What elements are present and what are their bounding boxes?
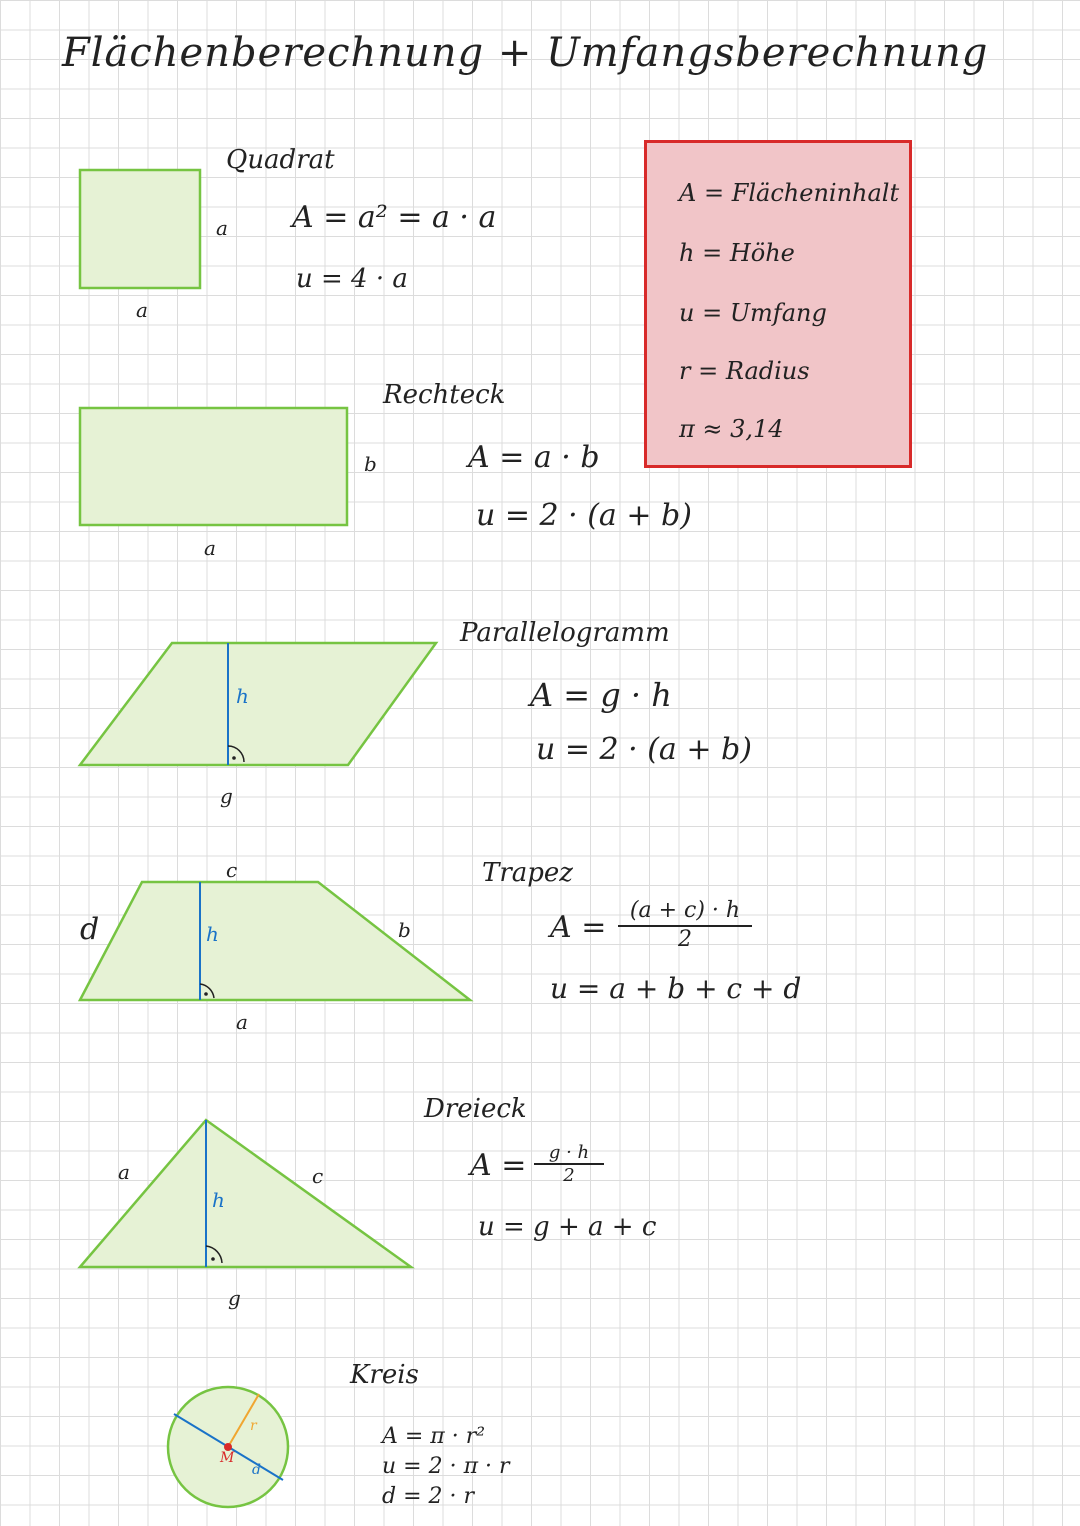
triangle-height-label: h — [212, 1188, 225, 1212]
square-side-label: a — [136, 298, 148, 322]
legend-item: π ≈ 3,14 — [679, 415, 784, 443]
rectangle-shape — [80, 408, 347, 525]
square-side-label: a — [216, 216, 228, 240]
rectangle-side-label: a — [204, 536, 216, 560]
triangle-area-denominator: 2 — [563, 1165, 575, 1186]
parallelogram-shape — [80, 643, 436, 765]
trapezoid-side-label: d — [80, 912, 100, 947]
legend-item: A = Flächeninhalt — [679, 179, 900, 207]
trapezoid-title: Trapez — [482, 858, 573, 888]
triangle-base-label: g — [228, 1286, 241, 1310]
triangle-title: Dreieck — [424, 1094, 527, 1124]
triangle-shape — [80, 1120, 411, 1267]
rectangle-title: Rechteck — [383, 380, 506, 410]
trapezoid-right-angle-dot — [204, 992, 208, 996]
legend-item: r = Radius — [679, 357, 810, 385]
parallelogram-perimeter-formula: u = 2 · (a + b) — [536, 732, 752, 767]
legend-item: u = Umfang — [679, 299, 827, 327]
triangle-area-label: A = — [470, 1148, 527, 1183]
parallelogram-base-label: g — [220, 784, 233, 808]
triangle-perimeter-formula: u = g + a + c — [478, 1212, 657, 1242]
parallelogram-title: Parallelogramm — [460, 618, 670, 648]
square-perimeter-formula: u = 4 · a — [296, 264, 408, 294]
circle-center-label: M — [220, 1450, 235, 1466]
trapezoid-area-label: A = — [550, 910, 607, 945]
parallelogram-right-angle-dot — [232, 756, 236, 760]
square-area-formula: A = a² = a · a — [292, 200, 497, 235]
legend-item: h = Höhe — [679, 239, 795, 267]
legend-box — [644, 140, 912, 468]
square-shape — [80, 170, 200, 288]
triangle-side-label: a — [118, 1160, 130, 1184]
trapezoid-side-label: c — [226, 858, 238, 882]
rectangle-side-label: b — [364, 452, 377, 476]
square-title: Quadrat — [226, 145, 335, 175]
trapezoid-height-label: h — [206, 922, 219, 946]
trapezoid-side-label: a — [236, 1010, 248, 1034]
trapezoid-area-fraction — [618, 898, 752, 952]
triangle-area-fraction — [534, 1142, 604, 1186]
rectangle-area-formula: A = a · b — [468, 440, 600, 475]
trapezoid-shape — [80, 882, 470, 1000]
circle-perimeter-formula: u = 2 · π · r — [382, 1454, 510, 1479]
trapezoid-side-label: b — [398, 918, 411, 942]
trapezoid-area-denominator: 2 — [678, 927, 692, 952]
trapezoid-perimeter-formula: u = a + b + c + d — [550, 972, 802, 1005]
circle-title: Kreis — [350, 1360, 419, 1390]
triangle-side-label: c — [312, 1164, 324, 1188]
page-title: Flächenberechnung + Umfangsberechnung — [62, 30, 989, 76]
circle-radius-label: r — [250, 1418, 257, 1434]
trapezoid-area-numerator: (a + c) · h — [618, 898, 752, 927]
circle-diameter-formula: d = 2 · r — [382, 1484, 474, 1509]
rectangle-perimeter-formula: u = 2 · (a + b) — [476, 498, 692, 533]
circle-diameter-label: d — [252, 1462, 261, 1478]
parallelogram-area-formula: A = g · h — [530, 676, 672, 714]
triangle-right-angle-dot — [211, 1257, 215, 1261]
triangle-area-numerator: g · h — [534, 1142, 604, 1165]
circle-area-formula: A = π · r² — [382, 1424, 486, 1449]
parallelogram-height-label: h — [236, 684, 249, 708]
